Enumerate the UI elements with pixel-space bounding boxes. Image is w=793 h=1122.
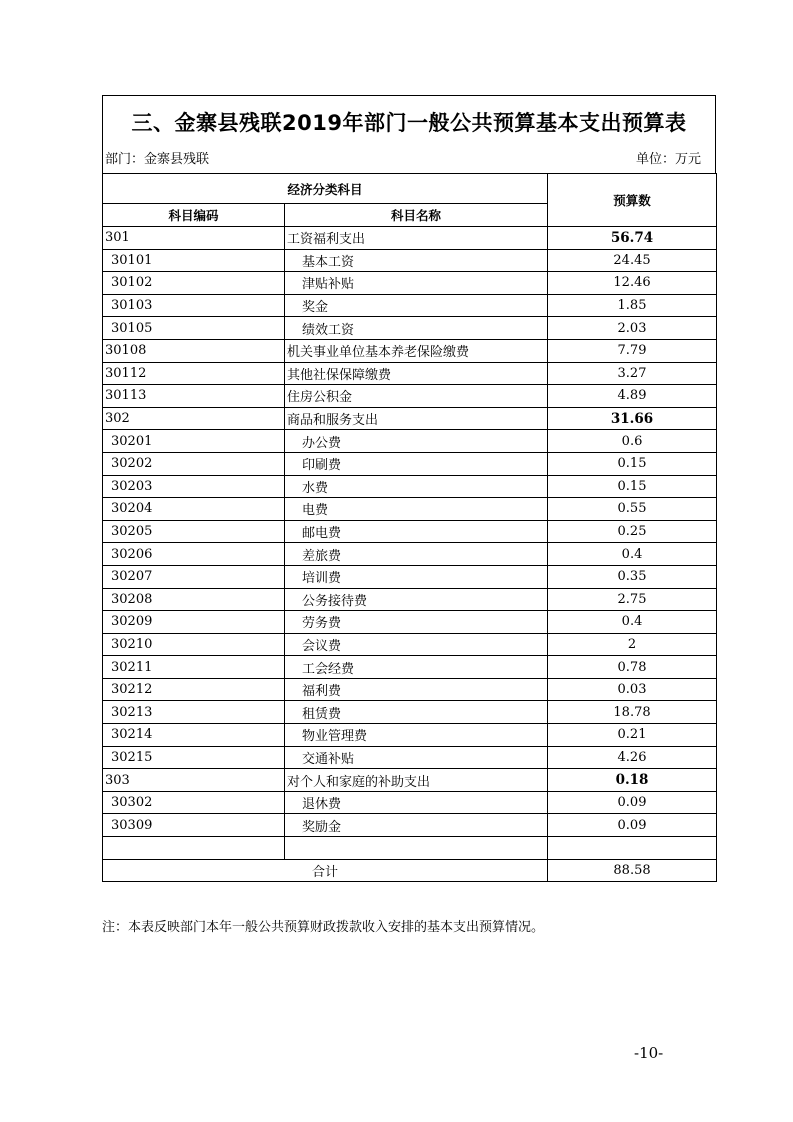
row-code: 30212 (103, 678, 285, 701)
row-code: 30108 (103, 339, 285, 362)
row-code: 30213 (103, 701, 285, 724)
row-amount: 0.09 (548, 814, 717, 837)
row-amount: 0.4 (548, 611, 717, 634)
row-name: 退休费 (285, 791, 548, 814)
row-code: 30102 (103, 272, 285, 295)
table-row (103, 385, 717, 408)
row-amount: 0.35 (548, 565, 717, 588)
row-amount: 31.66 (548, 407, 717, 430)
header-amount: 预算数 (548, 174, 717, 227)
row-name: 水费 (285, 475, 548, 498)
row-code: 30205 (103, 520, 285, 543)
table-row (103, 543, 717, 566)
table-row (103, 362, 717, 385)
row-name: 培训费 (285, 565, 548, 588)
row-amount: 0.4 (548, 543, 717, 566)
table-title-box (102, 95, 716, 147)
row-name: 邮电费 (285, 520, 548, 543)
row-amount: 0.25 (548, 520, 717, 543)
row-code: 30105 (103, 317, 285, 340)
row-amount: 24.45 (548, 249, 717, 272)
row-code: 30112 (103, 362, 285, 385)
row-name: 工会经费 (285, 656, 548, 679)
row-amount: 0.78 (548, 656, 717, 679)
row-code: 302 (103, 407, 285, 430)
table-row (103, 656, 717, 679)
table-row (103, 724, 717, 747)
row-code: 30302 (103, 791, 285, 814)
table-row (103, 339, 717, 362)
row-amount: 0.18 (548, 769, 717, 792)
total-amount: 88.58 (548, 859, 717, 882)
row-amount: 2 (548, 633, 717, 656)
page-title: 三、金寨县残联2019年部门一般公共预算基本支出预算表 (131, 110, 687, 135)
row-name: 物业管理费 (285, 724, 548, 747)
row-code: 30215 (103, 746, 285, 769)
row-name (285, 837, 548, 860)
row-code (103, 837, 285, 860)
table-row (103, 769, 717, 792)
row-name: 会议费 (285, 633, 548, 656)
row-name: 交通补贴 (285, 746, 548, 769)
table-row (103, 498, 717, 521)
table-body (103, 227, 717, 860)
header-group: 经济分类科目 (103, 174, 548, 204)
row-amount: 2.75 (548, 588, 717, 611)
row-amount: 0.15 (548, 475, 717, 498)
row-code: 30201 (103, 430, 285, 453)
table-row (103, 317, 717, 340)
table-row (103, 249, 717, 272)
table-row (103, 565, 717, 588)
table-row (103, 452, 717, 475)
row-code: 30209 (103, 611, 285, 634)
table-row (103, 294, 717, 317)
row-code: 30204 (103, 498, 285, 521)
row-name: 商品和服务支出 (285, 407, 548, 430)
row-name: 对个人和家庭的补助支出 (285, 769, 548, 792)
row-code: 30214 (103, 724, 285, 747)
row-amount: 4.26 (548, 746, 717, 769)
department-label: 部门：金寨县残联 (105, 152, 210, 167)
table-row (103, 701, 717, 724)
page-number: -10- (634, 1044, 664, 1062)
row-code: 30207 (103, 565, 285, 588)
row-amount: 1.85 (548, 294, 717, 317)
row-code: 301 (103, 227, 285, 250)
row-name: 绩效工资 (285, 317, 548, 340)
table-row (103, 475, 717, 498)
footnote: 注：本表反映部门本年一般公共预算财政拨款收入安排的基本支出预算情况。 (102, 920, 545, 935)
row-name: 福利费 (285, 678, 548, 701)
budget-table (102, 173, 717, 882)
row-name: 公务接待费 (285, 588, 548, 611)
row-amount: 0.03 (548, 678, 717, 701)
header-name: 科目名称 (285, 204, 548, 227)
row-code: 30211 (103, 656, 285, 679)
row-name: 津贴补贴 (285, 272, 548, 295)
row-code: 30203 (103, 475, 285, 498)
table-row (103, 611, 717, 634)
row-amount: 3.27 (548, 362, 717, 385)
row-name: 差旅费 (285, 543, 548, 566)
row-name: 奖励金 (285, 814, 548, 837)
row-amount (548, 837, 717, 860)
row-code: 30103 (103, 294, 285, 317)
meta-row (102, 147, 716, 173)
row-code: 303 (103, 769, 285, 792)
row-amount: 0.55 (548, 498, 717, 521)
table-row (103, 837, 717, 860)
row-name: 电费 (285, 498, 548, 521)
row-code: 30210 (103, 633, 285, 656)
row-amount: 0.09 (548, 791, 717, 814)
header-code: 科目编码 (103, 204, 285, 227)
row-name: 办公费 (285, 430, 548, 453)
row-amount: 4.89 (548, 385, 717, 408)
row-code: 30113 (103, 385, 285, 408)
total-row (103, 859, 717, 882)
row-code: 30208 (103, 588, 285, 611)
row-name: 租赁费 (285, 701, 548, 724)
row-amount: 0.21 (548, 724, 717, 747)
row-amount: 56.74 (548, 227, 717, 250)
row-code: 30206 (103, 543, 285, 566)
table-row (103, 272, 717, 295)
table-row (103, 678, 717, 701)
total-label: 合计 (103, 859, 548, 882)
table-row (103, 588, 717, 611)
row-name: 工资福利支出 (285, 227, 548, 250)
row-name: 劳务费 (285, 611, 548, 634)
table-row (103, 430, 717, 453)
table-row (103, 520, 717, 543)
row-code: 30202 (103, 452, 285, 475)
table-row (103, 814, 717, 837)
table-row (103, 227, 717, 250)
row-name: 奖金 (285, 294, 548, 317)
row-name: 机关事业单位基本养老保险缴费 (285, 339, 548, 362)
header-row-1 (103, 174, 717, 204)
row-amount: 7.79 (548, 339, 717, 362)
row-amount: 12.46 (548, 272, 717, 295)
table-row (103, 746, 717, 769)
row-code: 30309 (103, 814, 285, 837)
table-row (103, 633, 717, 656)
row-name: 其他社保保障缴费 (285, 362, 548, 385)
table-row (103, 407, 717, 430)
unit-label: 单位：万元 (635, 152, 701, 167)
row-amount: 0.6 (548, 430, 717, 453)
row-code: 30101 (103, 249, 285, 272)
row-name: 基本工资 (285, 249, 548, 272)
row-amount: 0.15 (548, 452, 717, 475)
row-name: 印刷费 (285, 452, 548, 475)
row-name: 住房公积金 (285, 385, 548, 408)
table-row (103, 791, 717, 814)
row-amount: 2.03 (548, 317, 717, 340)
row-amount: 18.78 (548, 701, 717, 724)
